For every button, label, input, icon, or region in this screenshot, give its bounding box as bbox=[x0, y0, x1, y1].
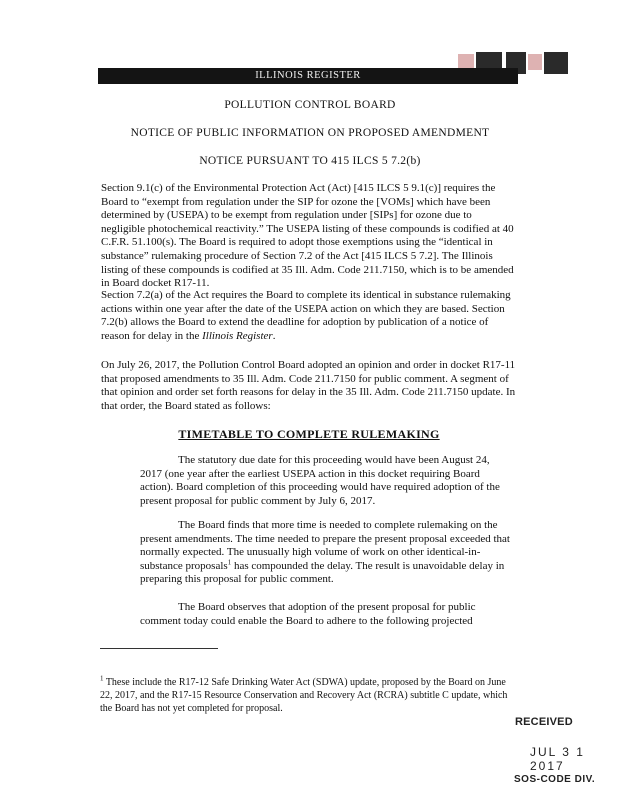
register-banner: ILLINOIS REGISTER bbox=[98, 68, 518, 84]
register-italic: Illinois Register bbox=[202, 329, 273, 342]
board-title: POLLUTION CONTROL BOARD bbox=[224, 99, 396, 111]
footnote-ref: 1 bbox=[227, 558, 232, 567]
quote-more-time bbox=[140, 519, 512, 587]
footnote-mark: 1 bbox=[100, 674, 104, 683]
footnote bbox=[100, 676, 520, 715]
paragraph-text: Section 7.2(a) of the Act requires the Board to complete its identical in substance rulemaking actions within one year after the date of the USEPA action on which they are based. Section 7.2(b) allows the Board to extend the deadline for adoption by publication of a notice of reason for delay in the bbox=[101, 289, 511, 342]
footnote-divider bbox=[100, 648, 218, 649]
received-stamp: RECEIVED bbox=[515, 716, 573, 728]
received-date: JUL 3 1 2017 bbox=[530, 745, 585, 773]
notice-title: NOTICE OF PUBLIC INFORMATION ON PROPOSED AMENDMENT bbox=[130, 127, 490, 139]
paragraph-section-9-1: Section 9.1(c) of the Environmental Protection Act (Act) [415 ILCS 5 9.1(c)] requires the Board to “exempt from regulation under the SIP for ozone the [VOMs] which have been determined by (USEPA) to be exempt from regulation under [SIPs] for ozone due to negligible photochemical reactivity.” The USEPA listing of these compounds is codified at 40 C.F.R. 51.100(s). The Board is required to adopt those exemptions using the “identical in substance” rulemaking procedure of Section 7.2 of the Act [415 ILCS 5 7.2]. The Illinois listing of these compounds is codified at 35 Ill. Adm. Code 211.7150, which is to be amended in Board docket R17-11. bbox=[101, 182, 514, 290]
footnote-text: These include the R17-12 Safe Drinking Water Act (SDWA) update, proposed by the Board on June 22, 2017, and the R17-15 Resource Conservation and Recovery Act (RCRA) subtitle C update, which the Board has not yet completed for proposal. bbox=[100, 677, 508, 714]
section-heading: TIMETABLE TO COMPLETE RULEMAKING bbox=[178, 427, 440, 441]
paragraph-end: . bbox=[272, 329, 276, 342]
received-office: SOS-CODE DIV. bbox=[514, 774, 596, 785]
paragraph-adoption: On July 26, 2017, the Pollution Control Board adopted an opinion and order in docket R17-11 that proposed amendments to 35 Ill. Adm. Code 211.7150 for public comment. A segment of that opinion and order set forth reasons for delay in the 35 Ill. Adm. Code 211.7150 update. In that order, the Board stated as follows: bbox=[101, 359, 516, 412]
quote-observes: The Board observes that adoption of the present proposal for public comment today could enable the Board to adhere to the following projected bbox=[140, 601, 476, 627]
paragraph-section-7-2 bbox=[101, 289, 517, 343]
quote-text: The Board finds that more time is needed to complete rulemaking on the present amendments. The time needed to prepare the present proposal exceeded that normally expected. The unusually high volume of work on other identical-in-substance proposals bbox=[140, 519, 510, 572]
pursuant-title: NOTICE PURSUANT TO 415 ILCS 5 7.2(b) bbox=[199, 155, 421, 167]
quote-due-date: The statutory due date for this proceeding would have been August 24, 2017 (one year after the earliest USEPA action in this docket requiring Board action). Board completion of this proceeding would have required adoption of the present proposal for public comment by July 6, 2017. bbox=[140, 454, 500, 507]
quote-text-cont: has compounded the delay. The result is unavoidable delay in preparing this proposal for public comment. bbox=[140, 559, 505, 586]
